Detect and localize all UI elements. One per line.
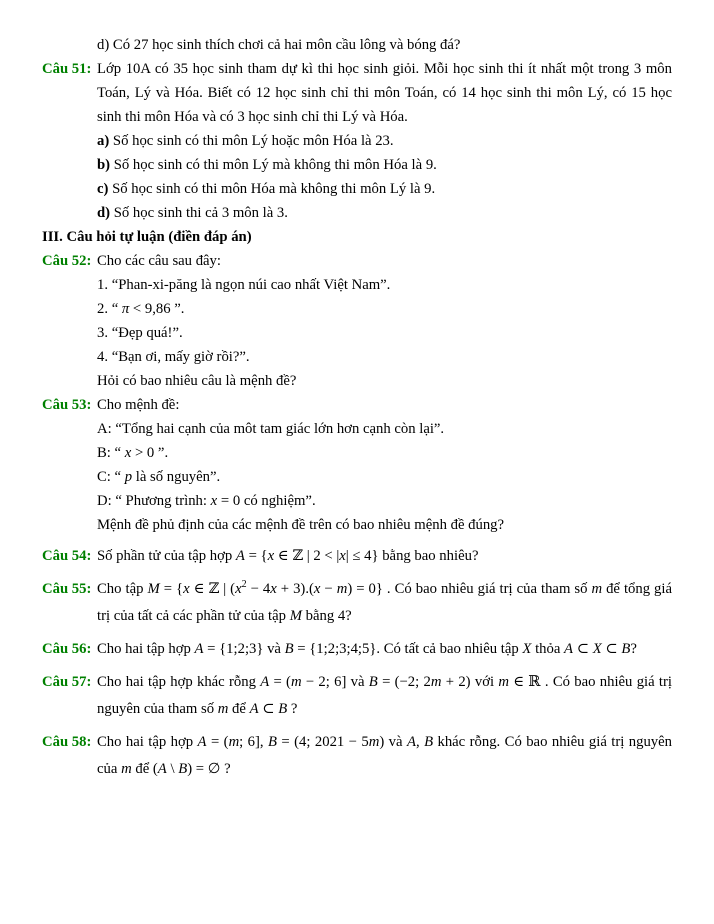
text-run: 1. “Phan-xi-păng là ngọn núi cao nhất Việt Nam”. <box>97 277 391 293</box>
text-run: x <box>183 581 190 597</box>
text-run: = ( <box>206 734 229 750</box>
text-run: + 2) với <box>441 674 499 690</box>
text-run: C: “ <box>97 469 125 485</box>
question-line <box>42 57 672 129</box>
line-text <box>97 201 672 225</box>
question-number <box>42 273 97 297</box>
text-run: Cho hai tập hợp khác rỗng <box>97 674 261 690</box>
text-run: X <box>592 641 602 657</box>
text-run: Cho mệnh đề: <box>97 397 180 413</box>
text-run: x <box>313 581 321 597</box>
text-run: m <box>217 701 229 717</box>
text-run: A <box>249 701 259 717</box>
line-text <box>42 225 672 249</box>
text-run: + 3).( <box>276 581 314 597</box>
doc-line <box>42 465 672 489</box>
text-run: ; 6], <box>239 734 269 750</box>
question-number <box>42 33 97 57</box>
text-run: > 0 ”. <box>131 445 169 461</box>
text-run: = {1;2;3} và <box>203 641 285 657</box>
text-run: Cho hai tập hợp <box>97 734 198 750</box>
text-run: để <box>228 701 250 717</box>
doc-line <box>42 153 672 177</box>
question-number <box>42 369 97 393</box>
doc-line <box>42 321 672 345</box>
question-number <box>42 513 97 537</box>
text-run: B <box>278 701 288 717</box>
question-number: Câu 55: <box>42 581 92 597</box>
text-run: = {1;2;3;4;5}. Có tất cả bao nhiêu tập <box>293 641 523 657</box>
text-run: m <box>430 674 442 690</box>
text-run: p <box>124 469 133 485</box>
text-run: B <box>178 761 188 777</box>
text-run: bằng 4? <box>301 608 352 624</box>
text-run: A <box>406 734 416 750</box>
doc-line <box>42 129 672 153</box>
text-run: ⊂ <box>258 701 279 717</box>
question-line <box>42 249 672 273</box>
text-run: Số học sinh có thi môn Lý mà không thi môn Hóa là 9. <box>113 157 437 173</box>
question-line <box>42 543 672 570</box>
question-number <box>42 153 97 177</box>
line-text <box>97 465 672 489</box>
text-run: , <box>415 734 425 750</box>
text-run: B <box>621 641 631 657</box>
text-run: Số học sinh thi cả 3 môn là 3. <box>113 205 288 221</box>
doc-line <box>42 297 672 321</box>
text-run: − 4 <box>246 581 271 597</box>
doc-line <box>42 177 672 201</box>
line-text <box>97 393 672 417</box>
text-run: Số học sinh có thi môn Hóa mà không thi môn Lý là 9. <box>112 181 436 197</box>
text-run: Hỏi có bao nhiêu câu là mệnh đề? <box>97 373 297 389</box>
question-line <box>42 393 672 417</box>
doc-line <box>42 201 672 225</box>
question-number: Câu 51: <box>42 61 92 77</box>
text-run: Lớp 10A có 35 học sinh tham dự kì thi học sinh giỏi. Mỗi học sinh thi ít nhất một trong 3 môn Toán, Lý và Hóa. Biết có 12 học sinh chỉ thi môn Toán, có 14 học sinh thi môn Lý, có 15 học sinh thi môn Hóa và có 3 học sinh chỉ thi Lý và Hóa. <box>97 61 672 125</box>
text-run: M <box>147 581 160 597</box>
doc-line <box>42 369 672 393</box>
line-text <box>97 729 672 783</box>
text-run: = { <box>244 548 268 564</box>
line-text <box>97 513 672 537</box>
text-run: ? <box>287 701 298 717</box>
text-run: x <box>270 581 277 597</box>
line-text <box>97 273 672 297</box>
line-text <box>97 177 672 201</box>
text-run: III. Câu hỏi tự luận (điền đáp án) <box>42 229 252 245</box>
question-number <box>42 345 97 369</box>
text-run: Số học sinh có thi môn Lý hoặc môn Hóa là 23. <box>112 133 394 149</box>
text-run: ) và <box>379 734 407 750</box>
doc-line <box>42 273 672 297</box>
text-run: A: “Tổng hai cạnh của môt tam giác lớn hơn cạnh còn lại”. <box>97 421 445 437</box>
text-run: Cho hai tập hợp <box>97 641 195 657</box>
text-run: 4. “Bạn ơi, mấy giờ rồi?”. <box>97 349 250 365</box>
text-run: ∈ ℤ | 2 < | <box>274 548 340 564</box>
text-run: ⊂ <box>601 641 622 657</box>
text-run: | ≤ 4} bằng bao nhiêu? <box>345 548 479 564</box>
line-text <box>97 369 672 393</box>
text-run: B <box>368 674 378 690</box>
line-text <box>97 489 672 513</box>
text-run: − 2; 6] và <box>301 674 369 690</box>
text-run: m <box>290 674 302 690</box>
text-run: < 9,86 ”. <box>129 301 185 317</box>
text-run: − <box>320 581 337 597</box>
question-line <box>42 576 672 630</box>
question-line <box>42 636 672 663</box>
doc-line <box>42 513 672 537</box>
text-run: X <box>522 641 532 657</box>
text-run: m <box>336 581 348 597</box>
text-run: = ( <box>269 674 291 690</box>
question-number: Câu 56: <box>42 641 92 657</box>
doc-line <box>42 345 672 369</box>
text-run: m <box>591 581 603 597</box>
text-run: ? <box>630 641 637 657</box>
text-run: x <box>235 581 242 597</box>
text-run: x <box>339 548 346 564</box>
doc-line <box>42 417 672 441</box>
text-run: B <box>268 734 277 750</box>
text-run: B <box>284 641 294 657</box>
text-run: x <box>267 548 275 564</box>
question-number <box>42 297 97 321</box>
text-run: khác rỗng. Có bao nhiêu giá trị nguyên của <box>97 734 672 777</box>
question-number: Câu 53: <box>42 397 92 413</box>
text-run: ∈ ℤ | ( <box>189 581 236 597</box>
line-text <box>97 669 672 723</box>
line-text <box>97 321 672 345</box>
line-text <box>97 441 672 465</box>
line-text <box>97 129 672 153</box>
question-line <box>42 669 672 723</box>
question-number <box>42 129 97 153</box>
question-number <box>42 321 97 345</box>
text-run: A <box>260 674 270 690</box>
text-run: ⊂ <box>573 641 593 657</box>
text-run: để tổng giá trị của tất cả các phần tử của tập <box>97 581 673 624</box>
line-text <box>97 636 672 663</box>
text-run: B: “ <box>97 445 125 461</box>
line-text <box>97 345 672 369</box>
text-run: ) = ∅ ? <box>187 761 231 777</box>
text-run: m <box>368 734 380 750</box>
text-run: D: “ Phương trình: <box>97 493 211 509</box>
text-run: Số phần tử của tập hợp <box>97 548 236 564</box>
question-number <box>42 441 97 465</box>
text-run: π <box>121 301 130 317</box>
text-run: = (4; 2021 − 5 <box>277 734 369 750</box>
line-text <box>97 417 672 441</box>
text-run: A <box>194 641 204 657</box>
question-number: Câu 54: <box>42 548 92 564</box>
question-number <box>42 177 97 201</box>
line-text <box>97 297 672 321</box>
text-run: d) Có 27 học sinh thích chơi cả hai môn cầu lông và bóng đá? <box>97 37 461 53</box>
question-number <box>42 489 97 513</box>
section-header <box>42 225 672 249</box>
text-run: = 0 có nghiệm”. <box>217 493 316 509</box>
text-run: A <box>235 548 245 564</box>
text-run: = { <box>159 581 184 597</box>
doc-line <box>42 33 672 57</box>
line-text <box>97 33 672 57</box>
text-run: b) <box>97 157 114 173</box>
question-number <box>42 417 97 441</box>
text-run: 2. “ <box>97 301 122 317</box>
text-run: A <box>564 641 574 657</box>
text-run: m <box>121 761 132 777</box>
text-run: m <box>228 734 240 750</box>
text-run: để ( <box>131 761 158 777</box>
question-number: Câu 58: <box>42 734 92 750</box>
text-run: m <box>498 674 509 690</box>
line-text <box>97 576 672 630</box>
text-run: x <box>124 445 132 461</box>
question-number: Câu 57: <box>42 674 92 690</box>
text-run: ) = 0} . Có bao nhiêu giá trị của tham số <box>347 581 592 597</box>
text-run: Cho các câu sau đây: <box>97 253 221 269</box>
line-text <box>97 249 672 273</box>
text-run: Mệnh đề phủ định của các mệnh đề trên có bao nhiêu mệnh đề đúng? <box>97 517 505 533</box>
text-run: thỏa <box>531 641 565 657</box>
line-text <box>97 57 672 129</box>
text-run: Cho tập <box>97 581 148 597</box>
text-run: ∈ ℝ . Có bao nhiêu giá trị nguyên của tham số <box>97 674 672 717</box>
text-run: B <box>424 734 434 750</box>
line-text <box>97 543 672 570</box>
text-run: c) <box>97 181 113 197</box>
text-run: x <box>210 493 218 509</box>
text-run: d) <box>97 205 114 221</box>
doc-line <box>42 489 672 513</box>
text-run: \ <box>166 761 179 777</box>
text-run: A <box>197 734 207 750</box>
text-run: 3. “Đẹp quá!”. <box>97 325 183 341</box>
text-run: M <box>289 608 302 624</box>
text-run: 2 <box>241 579 247 591</box>
text-run: a) <box>97 133 113 149</box>
doc-line <box>42 441 672 465</box>
question-number <box>42 465 97 489</box>
text-run: A <box>157 761 167 777</box>
question-line <box>42 729 672 783</box>
line-text <box>97 153 672 177</box>
text-run: là số nguyên”. <box>132 469 221 485</box>
question-number: Câu 52: <box>42 253 92 269</box>
question-number <box>42 201 97 225</box>
text-run: = (−2; 2 <box>377 674 431 690</box>
